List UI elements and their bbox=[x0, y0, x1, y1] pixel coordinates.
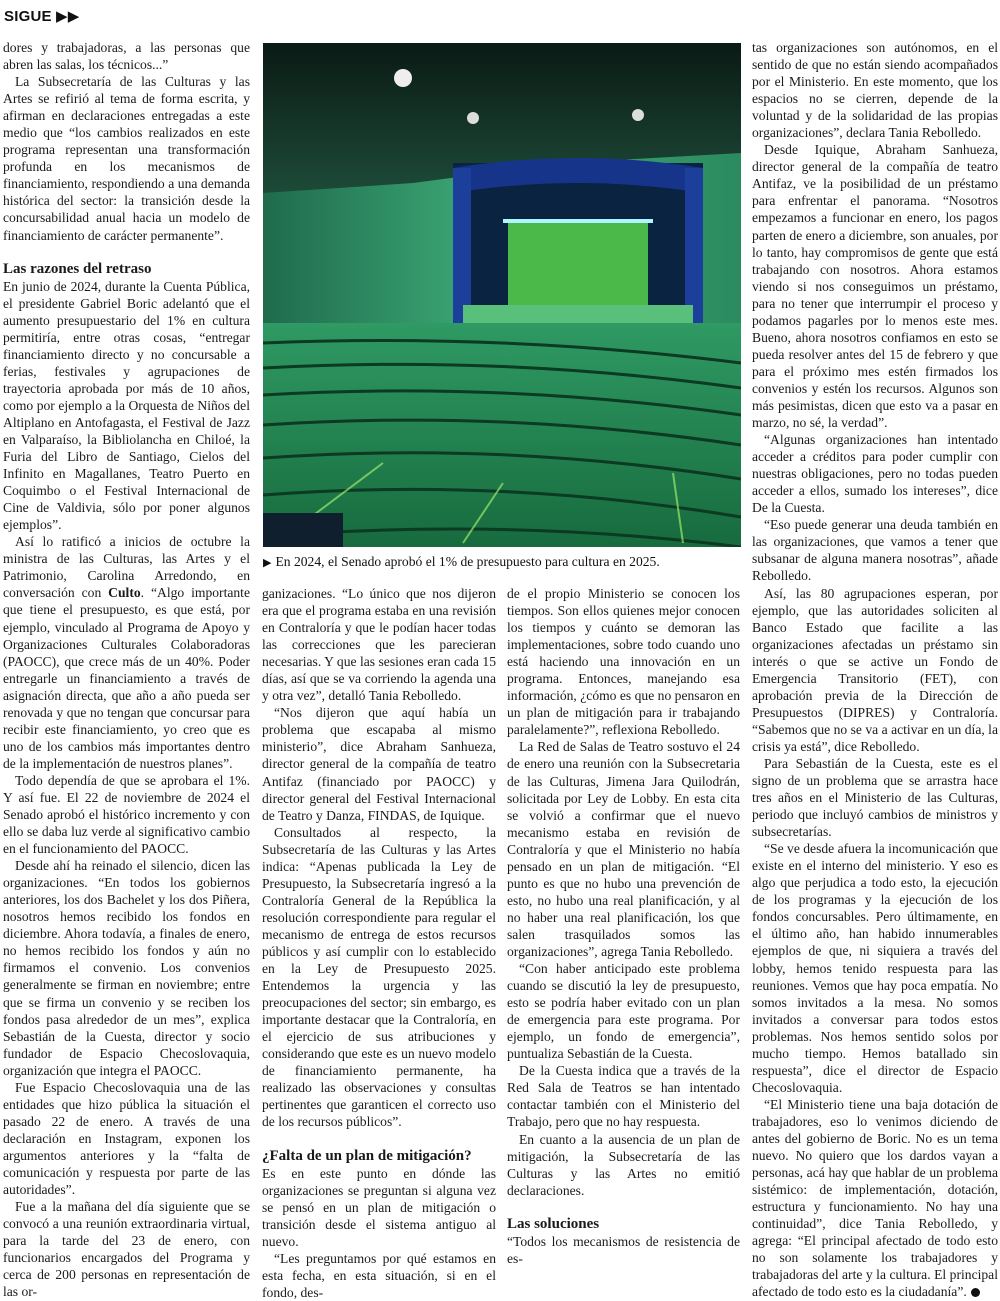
paragraph: De la Cuesta indica que a través de la Red Sala de Teatros se han intentado contactar también con el Ministerio del Trabajo, pero que no hay respuesta. bbox=[507, 1063, 740, 1130]
theater-illustration bbox=[263, 43, 741, 547]
subheading: ¿Falta de un plan de mitigación? bbox=[262, 1147, 472, 1164]
article-column-4 bbox=[752, 39, 998, 1300]
section-kicker: SIGUE ▶▶ bbox=[4, 8, 80, 25]
paragraph: tas organizaciones son autónomos, en el sentido de que no están siendo acompañados por el Ministerio. En este momento, que los espacios no se cierren, depende de la voluntad y de la solidaridad de las propias organizaciones”, declara Tania Rebolledo. bbox=[752, 40, 998, 141]
paragraph: “Todos los mecanismos de resistencia de es- bbox=[507, 1233, 740, 1266]
text-run: “El Ministerio tiene una baja dotación de trabajadores, eso lo venimos diciendo de antes del gobierno de Boric. No es un tema nuevo. No quiero que los dardos vayan a personas, acá hay que hablar de un problema sistémico: de implementación, dotación, estructura y funcionamiento. No hay una continuidad”, dice Tania Rebolledo, y agrega: “El principal afectado de todo esto no son solamente los trabajadores y trabajadoras del arte y la cultura. El principal afectado de todo esto es la ciudadanía”. bbox=[752, 1096, 998, 1300]
paragraph: de el propio Ministerio se conocen los tiempos. Son ellos quienes mejor conocen los tiempos y cuánto se demoran las implementaciones, sobre todo cuando uno está haciendo una innovación en un programa. Entonces, manejando esa información, ¿cómo es que no pensaron en un plan de mitigación para ir trabajando paralelamente?”, reflexiona Rebolledo. bbox=[507, 586, 740, 738]
paragraph: Consultados al respecto, la Subsecretaría de las Culturas y las Artes indica: “Apenas publicada la Ley de Presupuesto, la Subsecretaría ingresó a la Contraloría General de la República la resolución correspondiente para regular el mecanismo de entrega de estos recursos públicos y así cumplir con lo establecido en la Ley de Presupuesto 2025. Entendemos la urgencia y las preocupaciones del sector; sin embargo, es importante destacar que la Contraloría, en el ejercicio de sus atribuciones y considerando que este es un nuevo modelo de financiamiento permanente, ha realizado las observaciones y consultas pertinentes que garanticen el correcto uso de los recursos públicos”. bbox=[262, 824, 496, 1130]
paragraph: “Nos dijeron que aquí había un problema que escapaba al mismo ministerio”, dice Abraham Sanhueza, director general de la compañía de teatro Antifaz (financiado por PAOCC) y director general del Festival Internacional de Teatro y Danza, FINDAS, de Iquique. bbox=[262, 705, 496, 823]
paragraph: En cuanto a la ausencia de un plan de mitigación, la Subsecretaría de las Culturas y las Artes no emitió declaraciones. bbox=[507, 1131, 740, 1198]
paragraph: ganizaciones. “Lo único que nos dijeron era que el programa estaba en una revisión en Contraloría y que le podían hacer todas las correcciones que les parecieran necesarias. Y que las sesiones eran cada 15 días, así que se va corriendo la agenda una y otra vez”, detalló Tania Rebolledo. bbox=[262, 586, 496, 704]
theater-photo bbox=[263, 43, 741, 547]
article-column-2 bbox=[262, 585, 496, 1301]
text-run: . “Algo importante que tiene el presupuesto, es que está, por ejemplo, vinculado al Programa de Apoyo y Organizaciones Culturales Colaboradoras (PAOCC), que crece más de un 40%. Poder entregarle un financiamiento a través de asignación directa, que año a año pueda ser renovada y que no tengan que concursar para recibir este financiamiento, yo creo que es uno de los cambios más importantes dentro de la implementación de nuestros planes”. bbox=[3, 585, 250, 771]
article-column-3 bbox=[507, 585, 740, 1267]
paragraph: Desde ahí ha reinado el silencio, dicen las organizaciones. “En todos los gobiernos anteriores, los dos Bachelet y los dos Piñera, nosotros hemos recibido los fondos en diciembre. Ahora todavía, a finales de enero, no hemos recibido los fondos y aún no firmamos el convenio. Los convenios generalmente se firman en noviembre; entre que se firma un convenio y se reciben los fondos pasa alrededor de un mes”, explica Sebastián de la Cuesta, director y socio fundador de Espacio Checoslovaquia, organización que integra el PAOCC. bbox=[3, 858, 250, 1078]
paragraph: Desde Iquique, Abraham Sanhueza, director general de la compañía de teatro Antifaz, ve la posibilidad de un préstamo para enfrentar el panorama. “Nosotros empezamos a funcionar en enero, los pagos parten de enero a diciembre, son anuales, por lo tanto, hay compromisos de gente que está trabajando con nosotros. Ahora estamos viendo si nos conseguimos un préstamo, para no tener que interrumpir el proceso y podamos pagarles por lo menos este mes. Bueno, ahora nosotros confiamos en esto se pueda resolver antes del 15 de febrero y que para el próximo mes estén firmados los convenios y estén los recursos. Algunos son más pesimistas, dicen que esto va a pasar en marzo, no sé, la verdad”. bbox=[752, 142, 998, 431]
paragraph: Para Sebastián de la Cuesta, este es el signo de un problema que se arrastra hace tres años en el Ministerio de las Culturas, periodo que incluyó cambios de ministros y subsecretarías. bbox=[752, 755, 998, 840]
paragraph: Así, las 80 agrupaciones esperan, por ejemplo, que las autoridades soliciten al Banco Estado que facilite a las organizaciones afectadas un préstamo sin interés o que se active un Fondo de Emergencia Transitorio (FET), con aprobación previa de la Dirección de Presupuestos (DIPRES) y Contraloría. “Sabemos que no se va a activar en un día, la crisis ya está”, dice Rebolledo. bbox=[752, 585, 998, 754]
publication-name: Culto bbox=[108, 585, 141, 601]
subheading: Las soluciones bbox=[507, 1215, 600, 1232]
play-triangle-icon: ▶ bbox=[263, 557, 272, 569]
paragraph: dores y trabajadoras, a las personas que abren las salas, los técnicos...” bbox=[3, 40, 250, 73]
paragraph: En junio de 2024, durante la Cuenta Pública, el presidente Gabriel Boric adelantó que el aumento presupuestario del 1% en cultura permitiría, entre otras cosas, “entregar financiamiento directo y no concursable a ferias, festivales y agrupaciones de trayectoria aprobada por más de 10 años, como por ejemplo a la Orquesta de Niños del Altiplano en Antofagasta, el Festival de Jazz en Valparaíso, la Bibliolancha en Chiloé, la Furia del Libro de Santiago, Cielos del Infinito en Magallanes, Teatro Puerto en Coquimbo o el Festival Internacional de Cine de Valdivia, sólo por poner algunos ejemplos”. bbox=[3, 278, 250, 533]
paragraph: “Se ve desde afuera la incomunicación que existe en el interno del ministerio. Y eso es algo que perjudica a todo esto, la ejecución de los programas y la ejecución de los fondos concursables. Pero últimamente, en el último año, han habido innumerables ejemplos de que, ni siquiera a través del lobby, hemos tenido respuesta para las reuniones. Vemos que hay poca empatía. No somos invitados a la mesa. No somos invitados a conversar para todos estos problemas. Nos hemos sentido solos por mucho tiempo. Hemos batallado sin respuesta”, dice el director de Espacio Checoslovaquia. bbox=[752, 841, 999, 1095]
subheading: Las razones del retraso bbox=[3, 260, 152, 277]
text-run: Así lo ratificó a inicios de octubre la ministra de las Culturas, las Artes y el Patrimonio, Carolina Arredondo, en conversación con bbox=[3, 534, 250, 601]
caption-text: En 2024, el Senado aprobó el 1% de presupuesto para cultura en 2025. bbox=[275, 554, 660, 569]
paragraph bbox=[3, 533, 250, 772]
paragraph: Fue Espacio Checoslovaquia una de las entidades que hizo pública la situación el pasado 22 de enero. A través de una declaración en Instagram, exponen los argumentos anteriores y la “falta de comunicación y respuesta por parte de las autoridades”. bbox=[3, 1079, 250, 1198]
paragraph: Es en este punto en dónde las organizaciones se preguntan si alguna vez se pensó en un plan de mitigación o transición desde el sistema antiguo al nuevo. bbox=[262, 1165, 496, 1249]
end-of-article-dot-icon bbox=[971, 1288, 980, 1297]
paragraph: La Red de Salas de Teatro sostuvo el 24 de enero una reunión con la Subsecretaria de las Culturas, Jimena Jara Quilodrán, solicitada por Ley de Lobby. En esta cita se volvió a confirmar que el nuevo mecanismo estaba en revisión de Contraloría y que el Ministerio no había pensado en un plan de mitigación. “El punto es que no hubo una prevención de esto, no hubo una real planificación, y al no haber una real planificación, los que salen trasquilados somos las organizaciones”, agrega Tania Rebolledo. bbox=[507, 739, 740, 959]
paragraph bbox=[752, 1096, 998, 1301]
paragraph: “Con haber anticipado este problema cuando se discutió la ley de presupuesto, esto se podría haber evitado con un plan de emergencia para este programa. Por ejemplo, un fondo de emergencia”, puntualiza Sebastián de la Cuesta. bbox=[507, 961, 740, 1062]
paragraph: Fue a la mañana del día siguiente que se convocó a una reunión extraordinaria virtual, para la tarde del 23 de enero, con funcionarios encargados del Programa y cerca de 200 personas en representación de las or- bbox=[3, 1199, 250, 1300]
photo-caption bbox=[263, 554, 660, 570]
article-column-1 bbox=[3, 39, 250, 1300]
paragraph: “Algunas organizaciones han intentado acceder a créditos para poder cumplir con nuestras obligaciones, pero no todas pueden acceder a ellos, sumado los intereses”, dice De la Cuesta. bbox=[752, 432, 998, 516]
paragraph: La Subsecretaría de las Culturas y las Artes se refirió al tema de forma escrita, y afirman en declaraciones entregadas a este medio que “los cambios realizados en este programa representan una transformación profunda en los mecanismos de financiamiento, respondiendo a una demanda histórica del sector: la transición desde la concursabilidad anual hacia un modelo de financiamiento de carácter permanente”. bbox=[3, 74, 250, 243]
paragraph: “Les preguntamos por qué estamos en esta fecha, en esta situación, si en el fondo, des- bbox=[262, 1250, 496, 1300]
paragraph: Todo dependía de que se aprobara el 1%. Y así fue. El 22 de noviembre de 2024 el Senado aprobó el histórico incremento y con ello se daba luz verde al significativo cambio en el funcionamiento del PAOCC. bbox=[3, 772, 250, 857]
paragraph: “Eso puede generar una deuda también en las organizaciones, que vamos a tener que subsanar de alguna manera nosotras”, añade Rebolledo. bbox=[752, 517, 998, 584]
